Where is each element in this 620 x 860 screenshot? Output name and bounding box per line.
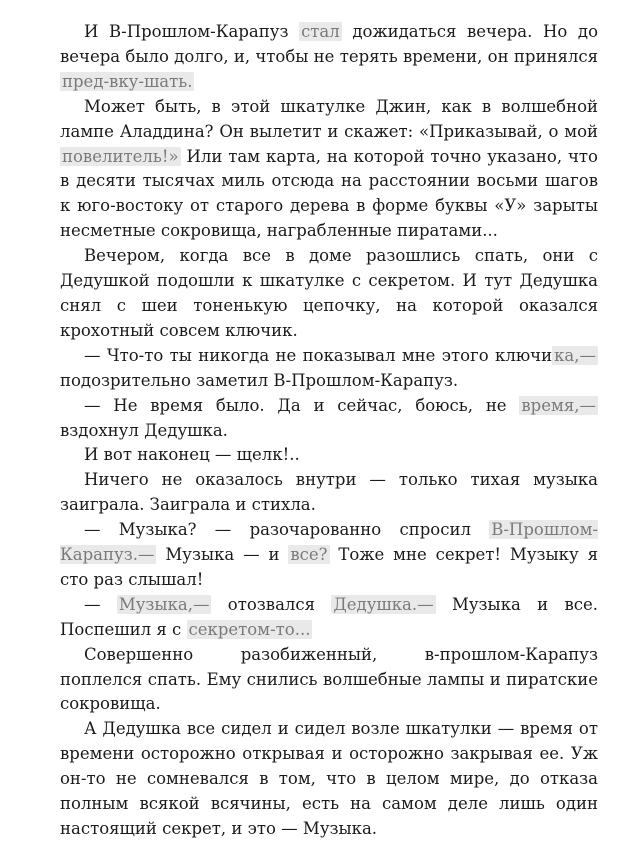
text-run: подозрительно заметил В-Прошлом-Карапуз.: [60, 370, 459, 390]
paragraph: [60, 394, 598, 444]
highlighted-word: повелитель!»: [62, 146, 179, 166]
text-run: Музыка — и: [156, 545, 289, 565]
text-run: Может быть, в этой шкатулке Джин, как в волшебной лампе Аладдина? Он вылетит и скажет: «Приказывай, о мой: [60, 96, 598, 141]
text-run: —: [84, 594, 117, 614]
paragraph: [60, 643, 598, 718]
text-run: А Дедушка все сидел и сидел возле шкатулки — время от времени осторожно открывая и осторожно закрывая ее. Уж он-то не сомневался в том, что в целом мире, до отказа полным всякой всячины, есть на самом деле лишь один настоящий секрет, и это — Музыка.: [60, 719, 598, 838]
text-run: — Что-то ты никогда не показывал мне этого ключи: [84, 345, 553, 365]
paragraph: [60, 518, 598, 593]
text-run: Совершенно разобиженный, в-прошлом-Карапуз поплелся спать. Ему снились волшебные лампы и пиратские сокровища.: [60, 644, 598, 714]
highlighted-word: все?: [290, 545, 328, 565]
highlighted-word: Музыка,—: [118, 594, 210, 614]
book-page: [60, 20, 598, 842]
text-run: — Не время было. Да и сейчас, боюсь, не: [84, 395, 520, 415]
paragraph: [60, 443, 598, 468]
text-run: отозвался: [211, 594, 332, 614]
text-run: дожидаться вечера. Но до вечера было долго, и, чтобы не терять времени, он принялся: [60, 22, 598, 66]
text-run: Тоже мне секрет! Музыку я сто раз слышал!: [60, 545, 598, 589]
highlighted-word: пред-вку-шать.: [62, 71, 193, 91]
highlighted-word: ка,—: [554, 345, 596, 365]
text-run: Или там карта, на которой точно указано, что в десяти тысячах миль отсюда на расстоянии восьми шагов к юго-востоку от старого дерева в форме буквы «У» зарыты несметные сокровища, награбленные пиратами...: [60, 146, 598, 241]
highlighted-word: стал: [301, 22, 340, 41]
highlighted-word: время,—: [521, 395, 596, 415]
highlighted-word: В-Прошлом-Карапуз.—: [60, 520, 598, 565]
text-run: вздохнул Дедушка.: [60, 420, 228, 440]
text-run: Музыка и все. Поспешил я с: [60, 594, 599, 639]
paragraph: [60, 95, 598, 244]
highlighted-word: Дедушка.—: [333, 594, 434, 614]
text-run: — Музыка? — разочарованно спросил: [84, 520, 490, 540]
paragraph: [60, 468, 598, 518]
text-run: И вот наконец — щелк!..: [84, 445, 300, 465]
text-run: Ничего не оказалось внутри — только тихая музыка заиграла. Заиграла и стихла.: [60, 470, 598, 515]
highlighted-word: секретом-то...: [188, 619, 311, 639]
paragraph: [60, 244, 598, 344]
paragraph: [60, 20, 598, 95]
paragraph: [60, 717, 598, 842]
paragraph: [60, 593, 598, 643]
paragraph: [60, 344, 598, 394]
text-run: И В-Прошлом-Карапуз: [84, 22, 300, 41]
text-run: Вечером, когда все в доме разошлись спать, они с Дедушкой подошли к шкатулке с секретом. И тут Дедушка снял с шеи тоненькую цепочку, на которой оказался крохотный совсем ключик.: [60, 246, 598, 340]
